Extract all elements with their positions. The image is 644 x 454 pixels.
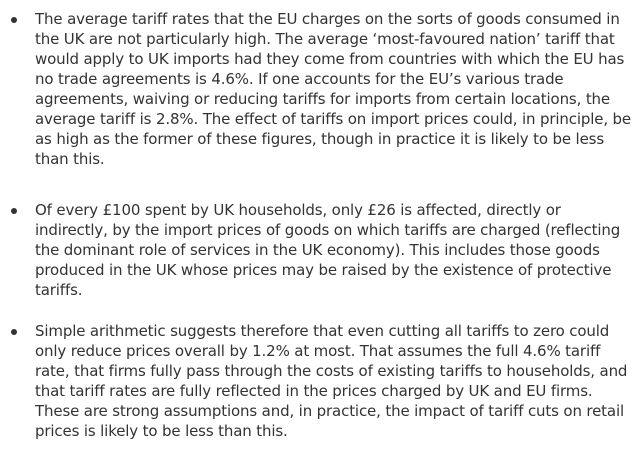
list-item <box>35 321 635 441</box>
list-item <box>35 200 635 300</box>
list-item <box>35 9 635 169</box>
bullet-icon <box>11 208 17 214</box>
bullet-text: The average tariff rates that the EU charges on the sorts of goods consumed in the UK are not particularly high. The average ‘most-favoured nation’ tariff that would apply to UK imports had they come from countries with which the EU has no trade agreements is 4.6%. If one accounts for the EU’s various trade agreements, waiving or reducing tariffs for imports from certain locations, the average tariff is 2.8%. The effect of tariffs on import prices could, in principle, be as high as the former of these figures, though in practice it is likely to be less than this. <box>35 10 632 168</box>
bullet-icon <box>11 329 17 335</box>
bullet-icon <box>11 17 17 23</box>
bullet-text: Simple arithmetic suggests therefore that even cutting all tariffs to zero could only reduce prices overall by 1.2% at most. That assumes the full 4.6% tariff rate, that firms fully pass through the costs of existing tariffs to households, and that tariff rates are fully reflected in the prices charged by UK and EU firms. These are strong assumptions and, in practice, the impact of tariff cuts on retail prices is likely to be less than this. <box>35 322 628 440</box>
bullet-text: Of every £100 spent by UK households, only £26 is affected, directly or indirectly, by the import prices of goods on which tariffs are charged (reflecting the dominant role of services in the UK economy). This includes those goods produced in the UK whose prices may be raised by the existence of protective tariffs. <box>35 201 621 299</box>
